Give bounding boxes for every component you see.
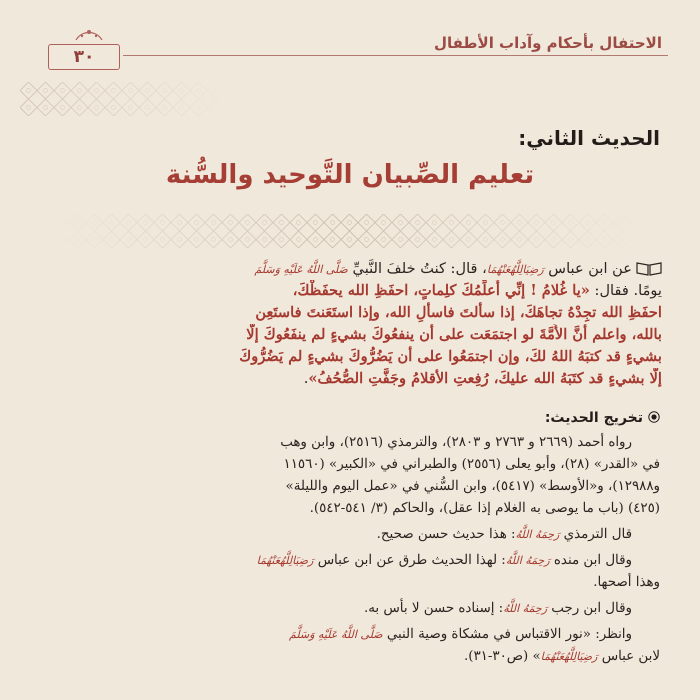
note-text: وقال ابن رجب: [551, 601, 632, 616]
section-label: الحديث الثاني:: [518, 126, 660, 150]
hadith-text: [34, 258, 662, 390]
takhrij-line: (٤٢٥) (باب ما يوصى به الغلام إذا عقل)، والحاكم (٣/ ٥٤١-٥٤٢).: [309, 501, 660, 516]
note-text: : إسناده حسن لا بأس به.: [363, 601, 504, 616]
note-text: : لهذا الحديث طرق عن ابن عباس: [317, 553, 506, 568]
corner-lattice-ornament: [20, 82, 230, 116]
hadith-line-text: عن ابن عباس: [548, 260, 632, 277]
hadith-quote: إلَّا بشيءٍ قد كتَبَهُ الله عليكَ، رُفِعتِ الأقلامُ وجَفَّتِ الصُّحُفُ»: [308, 370, 662, 387]
takhrij-line: و١٢٩٨٨)، و«الأوسط» (٥٤١٧)، وابن السُّني في «عمل اليوم والليلة»: [285, 479, 660, 494]
hadith-line: [34, 368, 662, 390]
hadith-line: [34, 302, 662, 324]
see-also-note-cont: [34, 646, 660, 668]
header-rule: [123, 55, 668, 56]
honorific: رَحِمَهُ اللَّهُ: [505, 554, 550, 567]
hadith-line-text: يومًا. فقال:: [589, 282, 662, 299]
open-book-icon: [636, 260, 662, 276]
note-text: قال الترمذي: [563, 527, 632, 542]
note-text: : هذا حديث حسن صحيح.: [376, 527, 516, 542]
takhrij-line: في «القدر» (٢٨)، وأبو يعلى (٢٥٥٦) والطبراني في «الكبير» (١١٥٦٠: [283, 457, 660, 472]
lattice-divider-ornament: [52, 214, 642, 248]
note-text: » (ص٣٠-٣١).: [463, 649, 541, 664]
takhrij-line: رواه أحمد (٢٦٦٩ و ٢٧٦٣ و ٢٨٠٣)، والترمذي (٢٥١٦)، وابن وهب: [280, 435, 632, 450]
hadith-quote: «يا غُلامُ ! إنِّي أُعلِّمُكَ كلِماتٍ، احفَظِ الله يحفَظْكَ،: [292, 282, 590, 299]
note-text: وانظر: «نور الاقتباس في مشكاة وصية النبي: [386, 627, 632, 642]
see-also-note: [34, 624, 660, 646]
note-text: وقال ابن منده: [553, 553, 632, 568]
ibn-rajab-note: [34, 598, 660, 620]
tirmidhi-note: [34, 524, 660, 546]
hadith-line: [34, 280, 662, 302]
ornament-flourish-icon: [74, 28, 104, 42]
takhrij-heading-text: تخريج الحديث:: [544, 410, 643, 426]
honorific: رَضِيَالِلَّهُعَنْهُمَا: [540, 650, 598, 663]
page-number: ٣٠: [73, 47, 95, 67]
hadith-line-text: ، قال: كنتُ خلفَ النَّبيِّ: [352, 260, 487, 277]
honorific: صَلَّى اللَّهُ عَلَيْهِ وَسَلَّمَ: [254, 263, 348, 276]
honorific: رَحِمَهُ اللَّهُ: [515, 528, 560, 541]
honorific: صَلَّى اللَّهُ عَلَيْهِ وَسَلَّمَ: [289, 628, 383, 641]
honorific: رَحِمَهُ اللَّهُ: [503, 602, 547, 615]
hadith-line: [34, 346, 662, 368]
takhrij-notes: [34, 432, 660, 668]
ibn-mandah-note-cont: وهذا أصحها.: [593, 575, 660, 590]
book-title: الاحتفال بأحكام وآداب الأطفال: [433, 34, 662, 52]
hadith-quote: بشيءٍ قد كتبَهُ اللهُ لكَ، وإن اجتمَعُوا على أن يَضُرُّوكَ بشيءٍ لم يَضُرُّوكَ: [239, 348, 662, 365]
running-header: [28, 30, 668, 70]
note-text: لابن عباس: [601, 649, 660, 664]
honorific: رَضِيَالِلَّهُعَنْهُمَا: [256, 554, 314, 567]
hadith-line: [34, 324, 662, 346]
page-number-frame: [48, 44, 120, 70]
takhrij-heading: [545, 410, 660, 426]
hadith-quote: احفَظِ الله تجِدْهُ تجاهَكَ، إذا سألتَ فاسألِ الله، وإذا استَعَنتَ فاستَعِن: [255, 304, 662, 321]
sun-bullet-icon: [648, 411, 660, 423]
hadith-line-text: .: [303, 370, 309, 387]
hadith-line: [34, 258, 662, 280]
hadith-quote: بالله، واعلم أنَّ الأُمَّةَ لو اجتمَعَت على أن ينفعُوكَ بشيءٍ لم ينفَعُوكَ إلَّا: [246, 326, 662, 343]
ibn-mandah-note: [34, 550, 660, 572]
section-title: تعليم الصِّبيان التَّوحيد والسُّنة: [165, 160, 535, 190]
honorific: رَضِيَالِلَّهُعَنْهُمَا: [486, 263, 544, 276]
